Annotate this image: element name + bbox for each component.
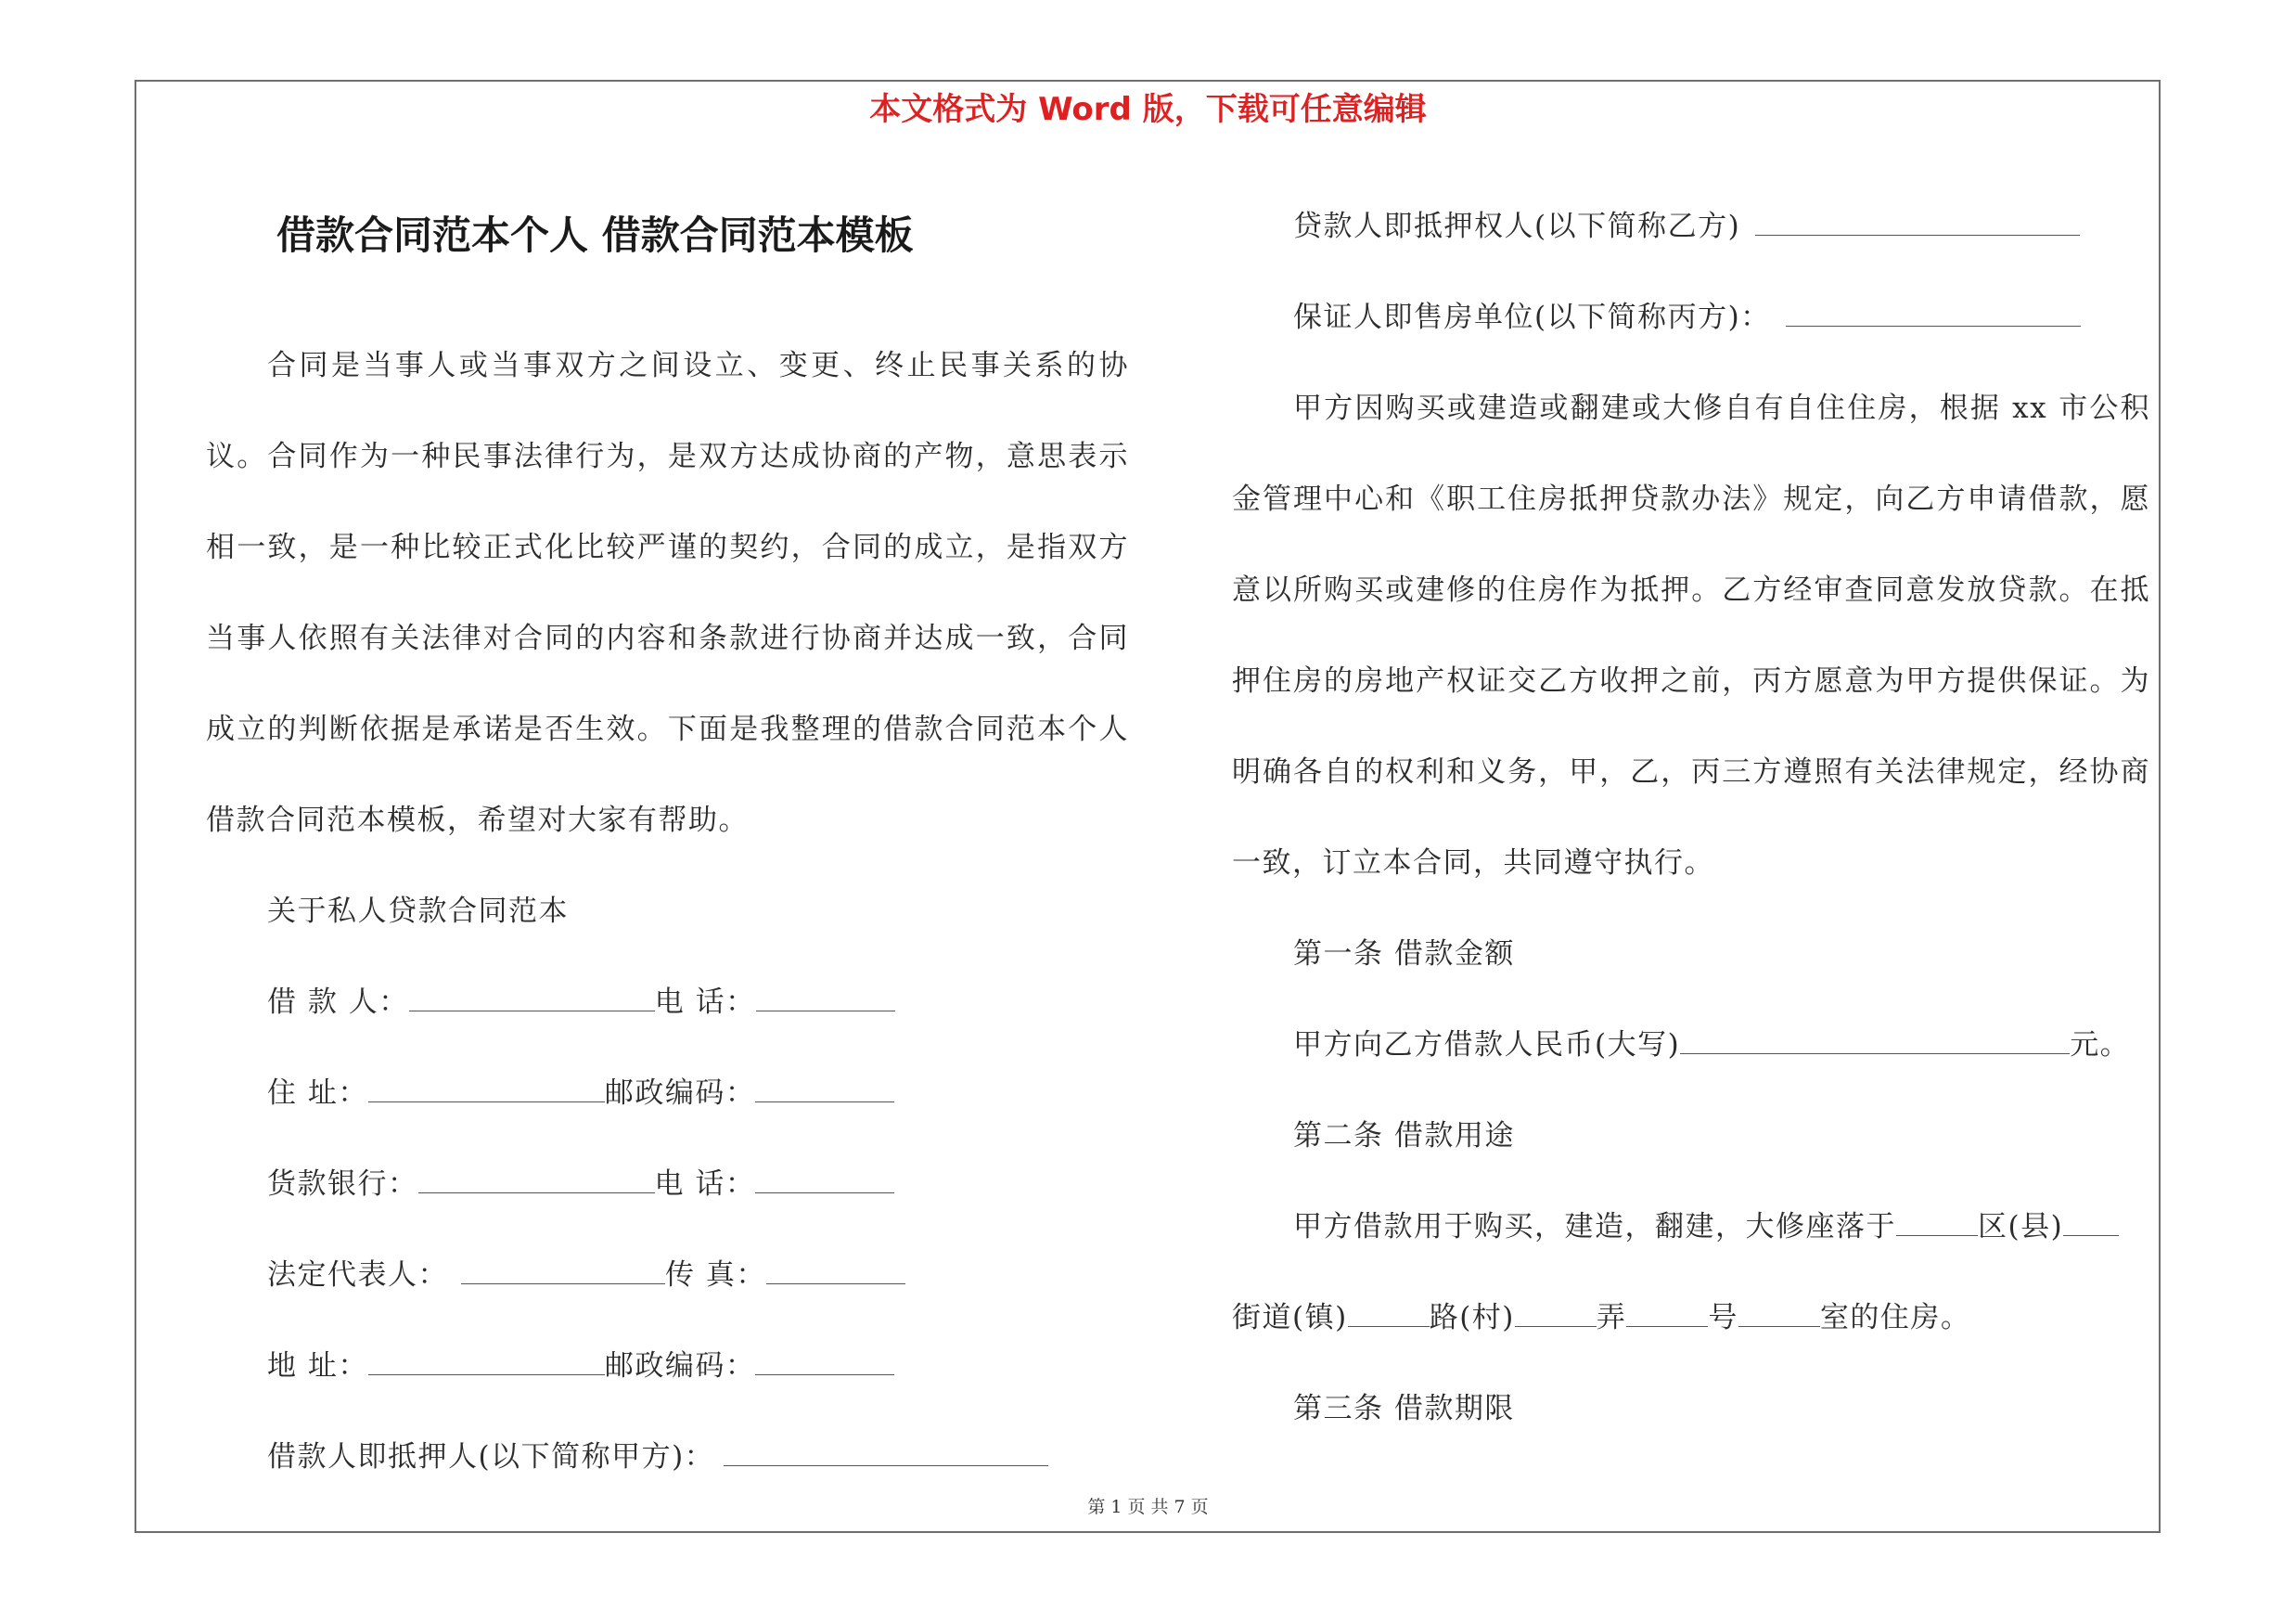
road-label: 路(村): [1429, 1301, 1515, 1334]
borrower-label: 借 款 人：: [267, 985, 409, 1019]
postcode-label: 邮政编码：: [604, 1076, 756, 1110]
borrower-row: [206, 957, 1129, 1048]
location-postcode-label: 邮政编码：: [604, 1349, 756, 1383]
article-2-heading: 第二条 借款用途: [1293, 1119, 1515, 1153]
mortgagor-label: 借款人即抵押人(以下简称甲方)：: [267, 1440, 715, 1474]
bank-phone-label: 电 话：: [654, 1167, 756, 1201]
fax-label: 传 真：: [665, 1258, 766, 1292]
rep-blank: [461, 1263, 665, 1284]
location-row: [206, 1320, 1129, 1411]
location-postcode-blank: [755, 1354, 894, 1375]
amount-row: [1232, 999, 2150, 1090]
phone-blank: [756, 990, 895, 1011]
address-label: 住 址：: [267, 1076, 368, 1110]
rep-row: [206, 1230, 1129, 1320]
usage-row-2: [1232, 1272, 2150, 1363]
document-title: 借款合同范本个人 借款合同范本模板: [276, 213, 914, 258]
bank-blank: [418, 1172, 655, 1193]
lane-label: 弄: [1596, 1301, 1627, 1334]
mortgagor-blank: [724, 1445, 1048, 1466]
bank-label: 货款银行：: [267, 1167, 418, 1201]
mortgagor-row: [206, 1411, 1129, 1502]
district-blank: [1896, 1215, 1978, 1236]
left-column: [206, 320, 1129, 1502]
format-banner: 本文格式为 Word 版，下载可任意编辑: [869, 91, 1427, 128]
phone-label: 电 话：: [654, 985, 756, 1019]
amount-blank: [1680, 1033, 2070, 1054]
fax-blank: [766, 1263, 905, 1284]
road-blank: [1348, 1306, 1430, 1327]
guarantor-row: [1232, 272, 2150, 363]
guarantor-label: 保证人即售房单位(以下简称丙方)：: [1293, 301, 1771, 334]
amount-unit: 元。: [2070, 1028, 2131, 1062]
right-column: [1232, 181, 2150, 1454]
lane-blank: [1515, 1306, 1597, 1327]
location-label: 地 址：: [267, 1349, 368, 1383]
article-3-heading: 第三条 借款期限: [1293, 1392, 1515, 1425]
usage-row-1: [1232, 1181, 2150, 1272]
page-number: 第 1 页 共 7 页: [1087, 1497, 1209, 1517]
address-row: [206, 1048, 1129, 1139]
article-1-heading: 第一条 借款金额: [1293, 937, 1515, 971]
postcode-blank: [755, 1081, 894, 1102]
borrower-blank: [409, 990, 655, 1011]
bank-row: [206, 1139, 1129, 1230]
location-blank: [368, 1354, 605, 1375]
rep-label: 法定代表人：: [267, 1258, 448, 1292]
guarantor-blank: [1786, 305, 2081, 327]
amount-label: 甲方向乙方借款人民币(大写): [1293, 1028, 1681, 1062]
room-label: 室的住房。: [1819, 1301, 1971, 1334]
lender-label: 贷款人即抵押权人(以下简称乙方): [1293, 210, 1741, 243]
street-label: 街道(镇): [1232, 1301, 1348, 1334]
room-blank: [1738, 1306, 1820, 1327]
usage-label: 甲方借款用于购买，建造，翻建，大修座落于: [1293, 1210, 1896, 1243]
bank-phone-blank: [755, 1172, 894, 1193]
number-blank: [1626, 1306, 1708, 1327]
number-label: 号: [1708, 1301, 1738, 1334]
street-blank: [2063, 1215, 2119, 1236]
intro-paragraph: 合同是当事人或当事双方之间设立、变更、终止民事关系的协议。合同作为一种民事法律行为，是双方达成协商的产物，意思表示相一致，是一种比较正式化比较严谨的契约，合同的成立，是指双方当事人依照有关法律对合同的内容和条款进行协商并达成一致，合同成立的判断依据是承诺是否生效。下面是我整理的借款合同范本个人 借款合同范本模板，希望对大家有帮助。: [206, 349, 1129, 837]
lender-blank: [1755, 214, 2080, 236]
lender-row: [1232, 181, 2150, 272]
purpose-paragraph: 甲方因购买或建造或翻建或大修自有自住住房，根据 xx 市公积金管理中心和《职工住房抵押贷款办法》规定，向乙方申请借款，愿意以所购买或建修的住房作为抵押。乙方经审查同意发放贷款。在抵押住房的房地产权证交乙方收押之前，丙方愿意为甲方提供保证。为明确各自的权利和义务，甲，乙，丙三方遵照有关法律规定，经协商一致，订立本合同，共同遵守执行。: [1232, 392, 2150, 880]
section-heading: 关于私人贷款合同范本: [267, 895, 569, 928]
district-label: 区(县): [1978, 1210, 2064, 1243]
address-blank: [368, 1081, 605, 1102]
